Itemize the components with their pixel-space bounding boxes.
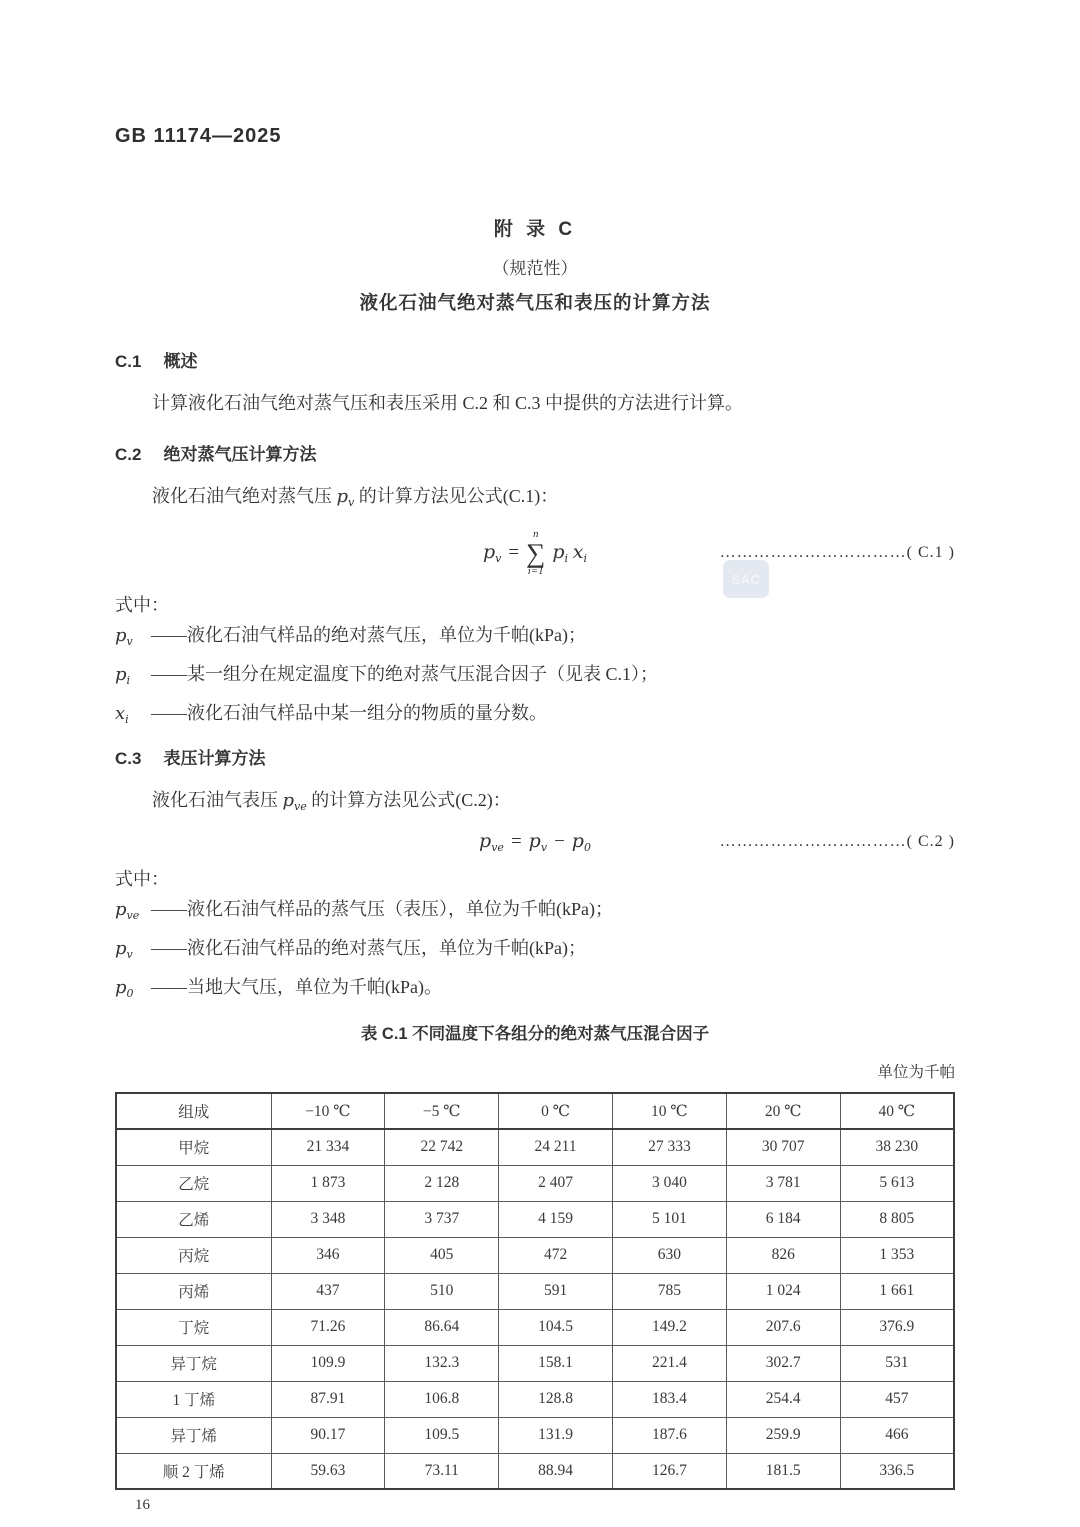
- section-c3-number: C.3: [115, 749, 142, 768]
- table-cell: 90.17: [271, 1417, 385, 1453]
- table-cell: 27 333: [613, 1129, 727, 1165]
- table-cell: 86.64: [385, 1309, 499, 1345]
- component-name: 异丁烯: [116, 1417, 271, 1453]
- table-cell: 132.3: [385, 1345, 499, 1381]
- watermark-text: SAC: [731, 571, 761, 587]
- definition-line: $p_0$ ——当地大气压，单位为千帕(kPa)。: [115, 977, 442, 1000]
- section-c1-number: C.1: [115, 352, 142, 371]
- table-row: [116, 1453, 954, 1489]
- definition-line: $p_v$ ——液化石油气样品的绝对蒸气压，单位为千帕(kPa)；: [115, 938, 586, 961]
- component-name: 异丁烷: [116, 1345, 271, 1381]
- definition-line: $p_i$ ——某一组分在规定温度下的绝对蒸气压混合因子（见表 C.1）；: [115, 664, 659, 687]
- var-pve: p: [282, 790, 295, 811]
- unit-note: 单位为千帕: [877, 1064, 955, 1081]
- table-cell: 2 407: [499, 1165, 613, 1201]
- table-cell: 3 040: [613, 1165, 727, 1201]
- table-cell: 254.4: [726, 1381, 840, 1417]
- component-name: 丁烷: [116, 1309, 271, 1345]
- table-row: [116, 1381, 954, 1417]
- table-cell: 6 184: [726, 1201, 840, 1237]
- table-cell: 22 742: [385, 1129, 499, 1165]
- table-row: [116, 1417, 954, 1453]
- table-cell: 1 661: [840, 1273, 954, 1309]
- table-cell: 8 805: [840, 1201, 954, 1237]
- table-cell: 1 873: [271, 1165, 385, 1201]
- table-cell: 785: [613, 1273, 727, 1309]
- table-cell: 1 024: [726, 1273, 840, 1309]
- section-c1-paragraph: 计算液化石油气绝对蒸气压和表压采用 C.2 和 C.3 中提供的方法进行计算。: [152, 393, 744, 413]
- table-cell: 181.5: [726, 1453, 840, 1489]
- component-name: 丙烯: [116, 1273, 271, 1309]
- section-c3-title: 表压计算方法: [163, 749, 266, 768]
- table-cell: 131.9: [499, 1417, 613, 1453]
- summation-symbol: n ∑ i=1: [526, 527, 546, 578]
- section-c3-intro: 液化石油气表压 $p_{ve}$ 的计算方法见公式(C.2)：: [152, 790, 511, 813]
- var-pv: p: [336, 486, 349, 507]
- table-cell: 3 737: [385, 1201, 499, 1237]
- section-c1-heading: [115, 347, 955, 372]
- table-cell: 149.2: [613, 1309, 727, 1345]
- section-c3-heading: [115, 744, 955, 769]
- table-head-row: [116, 1093, 954, 1129]
- table-row: [116, 1345, 954, 1381]
- table-cell: 207.6: [726, 1309, 840, 1345]
- definition-line: $p_v$ ——液化石油气样品的绝对蒸气压，单位为千帕(kPa)；: [115, 625, 586, 648]
- component-name: 1 丁烯: [116, 1381, 271, 1417]
- mixing-factor-table: [115, 1092, 955, 1490]
- table-cell: 59.63: [271, 1453, 385, 1489]
- table-cell: 336.5: [840, 1453, 954, 1489]
- table-cell: 437: [271, 1273, 385, 1309]
- page-number: 16: [135, 1497, 150, 1513]
- formula-c2-row: [115, 825, 955, 859]
- table-cell: 30 707: [726, 1129, 840, 1165]
- definition-line: $x_i$ ——液化石油气样品中某一组分的物质的量分数。: [115, 703, 547, 726]
- minus-sign: −: [554, 831, 565, 852]
- table-cell: 221.4: [613, 1345, 727, 1381]
- section-c1-title: 概述: [163, 352, 198, 371]
- component-name: 顺 2 丁烯: [116, 1453, 271, 1489]
- table-row: [116, 1129, 954, 1165]
- formula-c1-reference: ……………………………( C.1 ): [719, 544, 955, 561]
- section-c2-title: 绝对蒸气压计算方法: [163, 445, 317, 464]
- table-row: [116, 1309, 954, 1345]
- definitions-c3: [115, 893, 955, 1010]
- table-cell: 259.9: [726, 1417, 840, 1453]
- where-label-c2: 式中：: [115, 595, 169, 615]
- table-cell: 531: [840, 1345, 954, 1381]
- formula-c2: $p_{ve}$ = $p_v$ − $p_0$: [479, 830, 591, 854]
- appendix-title: 附 录 C: [493, 219, 577, 240]
- table-row: [116, 1165, 954, 1201]
- equals-sign: =: [510, 831, 522, 852]
- table-cell: 24 211: [499, 1129, 613, 1165]
- table-cell: 4 159: [499, 1201, 613, 1237]
- component-name: 丙烷: [116, 1237, 271, 1273]
- table-cell: 71.26: [271, 1309, 385, 1345]
- table-c1-caption: 表 C.1 不同温度下各组分的绝对蒸气压混合因子: [360, 1025, 710, 1043]
- table-cell: 472: [499, 1237, 613, 1273]
- table-cell: 109.5: [385, 1417, 499, 1453]
- table-cell: 5 101: [613, 1201, 727, 1237]
- appendix-subtitle: 液化石油气绝对蒸气压和表压的计算方法: [359, 292, 711, 313]
- normative-label: （规范性）: [492, 259, 578, 278]
- standard-code: GB 11174—2025: [115, 125, 282, 147]
- formula-c1: $p_v$ = n ∑ i=1 $p_i$ $x_i$: [482, 527, 588, 578]
- table-cell: 346: [271, 1237, 385, 1273]
- table-cell: 104.5: [499, 1309, 613, 1345]
- equals-sign: =: [508, 541, 520, 563]
- column-header: 10 ℃: [613, 1093, 727, 1129]
- table-cell: 826: [726, 1237, 840, 1273]
- table-body: [116, 1129, 954, 1489]
- component-name: 乙烯: [116, 1201, 271, 1237]
- table-cell: 38 230: [840, 1129, 954, 1165]
- table-cell: 591: [499, 1273, 613, 1309]
- table-cell: 3 348: [271, 1201, 385, 1237]
- table-cell: 630: [613, 1237, 727, 1273]
- column-header: 0 ℃: [499, 1093, 613, 1129]
- component-name: 甲烷: [116, 1129, 271, 1165]
- section-c2-heading: [115, 440, 955, 465]
- column-header: 组成: [116, 1093, 271, 1129]
- table-cell: 87.91: [271, 1381, 385, 1417]
- table-row: [116, 1273, 954, 1309]
- table-cell: 3 781: [726, 1165, 840, 1201]
- table-cell: 183.4: [613, 1381, 727, 1417]
- table-cell: 405: [385, 1237, 499, 1273]
- table-row: [116, 1201, 954, 1237]
- definitions-c2: [115, 619, 955, 736]
- table-cell: 376.9: [840, 1309, 954, 1345]
- column-header: 20 ℃: [726, 1093, 840, 1129]
- table-cell: 5 613: [840, 1165, 954, 1201]
- formula-c1-row: [115, 521, 955, 585]
- table-cell: 88.94: [499, 1453, 613, 1489]
- table-cell: 106.8: [385, 1381, 499, 1417]
- table-row: [116, 1237, 954, 1273]
- table-cell: 510: [385, 1273, 499, 1309]
- table-cell: 457: [840, 1381, 954, 1417]
- table-cell: 126.7: [613, 1453, 727, 1489]
- table-cell: 466: [840, 1417, 954, 1453]
- table-cell: 302.7: [726, 1345, 840, 1381]
- table-cell: 73.11: [385, 1453, 499, 1489]
- table-cell: 21 334: [271, 1129, 385, 1165]
- table-cell: 1 353: [840, 1237, 954, 1273]
- column-header: −10 ℃: [271, 1093, 385, 1129]
- table-cell: 2 128: [385, 1165, 499, 1201]
- column-header: 40 ℃: [840, 1093, 954, 1129]
- column-header: −5 ℃: [385, 1093, 499, 1129]
- table-cell: 109.9: [271, 1345, 385, 1381]
- table-cell: 158.1: [499, 1345, 613, 1381]
- table-cell: 187.6: [613, 1417, 727, 1453]
- page-content: [115, 0, 955, 1514]
- component-name: 乙烷: [116, 1165, 271, 1201]
- where-label-c3: 式中：: [115, 869, 169, 889]
- section-c2-intro: 液化石油气绝对蒸气压 $p_v$ 的计算方法见公式(C.1)：: [152, 486, 559, 509]
- table-cell: 128.8: [499, 1381, 613, 1417]
- formula-c2-reference: ……………………………( C.2 ): [719, 833, 955, 850]
- definition-line: $p_{ve}$ ——液化石油气样品的蒸气压（表压），单位为千帕(kPa)；: [115, 899, 613, 922]
- section-c2-number: C.2: [115, 445, 142, 464]
